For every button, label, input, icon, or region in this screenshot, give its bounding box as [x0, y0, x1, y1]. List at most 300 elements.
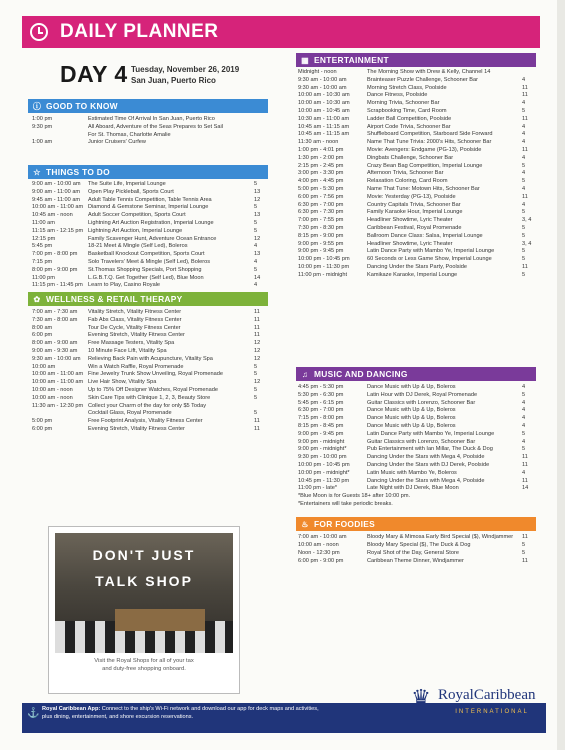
row-deck: 11 — [522, 461, 528, 468]
row-deck: 11 — [254, 316, 260, 323]
row-event: Guitar Classics with Lorenzo, Schooner Bar — [367, 399, 476, 406]
schedule-row — [298, 178, 536, 186]
music-notes — [296, 493, 536, 517]
star-icon: ☆ — [33, 167, 41, 177]
row-time: 8:00 am — [32, 324, 53, 331]
schedule-row — [32, 282, 268, 290]
row-time: 10:00 pm - 11:30 pm — [298, 263, 350, 270]
row-deck: 14 — [254, 274, 261, 281]
schedule-row — [298, 439, 536, 447]
row-event: Dancing Under the Stars with DJ Derek, Poolside — [367, 461, 490, 468]
row-time: 4:45 pm - 5:30 pm — [298, 384, 344, 390]
schedule-row — [32, 204, 268, 212]
row-time: 10:00 am - noon — [298, 541, 339, 548]
row-time: 12:15 pm — [32, 235, 56, 242]
right-column — [296, 53, 536, 565]
row-deck: 13 — [254, 188, 261, 195]
row-time: 10:00 am — [32, 363, 56, 370]
row-deck: 14 — [522, 485, 529, 492]
row-event: Movie: Avengers: Endgame (PG-13), Poolside — [367, 146, 482, 153]
schedule-row — [32, 395, 268, 403]
schedule-row — [32, 317, 268, 325]
row-event: 18-21 Meet & Mingle (Self Led), Boleros — [88, 243, 188, 250]
row-event: Collect your Charm of the day for only $5 Today — [88, 402, 207, 409]
row-event: Country Capitals Trivia, Schooner Bar — [367, 201, 461, 208]
row-event: Up to 75% Off Designer Watches, Royal Promenade — [88, 386, 218, 393]
row-deck: 11 — [522, 454, 528, 461]
row-event: Solo Travelers' Meet & Mingle (Self Led), Boleros — [88, 258, 211, 265]
row-deck: 12 — [254, 379, 261, 386]
row-event: Fine Jewelry Trunk Show Unveiling, Royal Promenade — [88, 371, 223, 378]
row-time: 11:00 pm — [32, 274, 55, 281]
row-time: 11:00 pm - midnight — [298, 271, 348, 278]
shops-ad — [48, 526, 240, 694]
row-event: Caribbean Festival, Royal Promenade — [367, 224, 462, 231]
row-time: 7:00 pm - 7:55 pm — [298, 217, 344, 224]
row-time: 10:00 am - 10:30 am — [298, 92, 350, 99]
schedule-row — [32, 418, 268, 426]
section-good-to-know — [28, 99, 268, 113]
schedule-row — [298, 108, 536, 116]
row-time: 6:00 pm - 9:00 pm — [298, 557, 344, 564]
row-deck: 11 — [522, 146, 528, 153]
row-time: 9:00 am - 10:00 am — [32, 181, 81, 187]
page-edge — [557, 0, 565, 750]
section-foodies — [296, 517, 536, 531]
row-time: 1:30 pm - 2:00 pm — [298, 154, 344, 161]
schedule-row — [298, 454, 536, 462]
row-deck: 12 — [254, 340, 261, 347]
schedule-row — [32, 139, 268, 147]
row-event: Adult Table Tennis Competition, Table Tennis Area — [88, 196, 212, 203]
row-deck: 4 — [522, 123, 526, 130]
row-time: 10:00 am - 11:00 am — [32, 204, 84, 211]
schedule-row — [298, 550, 536, 558]
row-time: 9:00 pm - midnight* — [298, 446, 347, 453]
row-deck: 5 — [254, 394, 258, 401]
schedule-row — [32, 356, 268, 364]
row-deck: 5 — [254, 371, 258, 378]
row-deck: 5 — [522, 271, 526, 278]
row-deck: 11 — [522, 534, 528, 541]
row-time: 1:00 am — [32, 139, 53, 146]
row-event: Dance Music with Up & Up, Boleros — [367, 384, 456, 390]
schedule-row — [298, 446, 536, 454]
row-time: 9:00 pm - midnight — [298, 438, 345, 445]
schedule-row — [298, 163, 536, 171]
row-time: 10:45 am - noon — [32, 212, 73, 219]
schedule-row — [298, 85, 536, 93]
row-deck: 4 — [522, 154, 526, 161]
schedule-row — [298, 241, 536, 249]
row-time: 7:15 pm — [32, 258, 53, 265]
schedule-row — [298, 423, 536, 431]
row-deck: 12 — [254, 355, 261, 362]
row-event: Latin Dance Party with Mambo Ye, Imperial Lounge — [367, 248, 495, 255]
row-deck: 11 — [522, 115, 528, 122]
row-deck: 4 — [522, 469, 526, 476]
row-deck: 11 — [254, 425, 260, 432]
row-time: 10:00 pm - 10:45 pm — [298, 461, 350, 468]
schedule-row — [298, 272, 536, 280]
schedule-row — [298, 77, 536, 85]
schedule-row — [32, 403, 268, 411]
row-deck: 5 — [254, 410, 258, 417]
row-event: Free Footprint Analysis, Vitality Fitness Center — [88, 418, 203, 425]
row-time: 9:00 pm - 9:55 pm — [298, 240, 344, 247]
schedule-row — [298, 194, 536, 202]
row-deck: 4 — [522, 170, 526, 177]
row-event: Vitality Stretch, Vitality Fitness Center — [88, 309, 182, 315]
row-event: Cocktail Glass, Royal Promenade — [88, 410, 172, 417]
schedule-row — [298, 407, 536, 415]
row-event: Estimated Time Of Arrival In San Juan, Puerto Rico — [88, 116, 215, 122]
footer-label: Royal Caribbean App: — [42, 706, 101, 712]
row-deck: 11 — [522, 92, 528, 99]
left-column — [28, 99, 268, 434]
schedule-row — [32, 309, 268, 317]
row-deck: 3, 4 — [522, 217, 532, 224]
row-time: 8:15 pm - 8:45 pm — [298, 422, 344, 429]
schedule-row — [32, 340, 268, 348]
location-text: San Juan, Puerto Rico — [131, 76, 216, 85]
section-wellness — [28, 292, 268, 306]
row-time: 8:15 pm - 9:00 pm — [298, 232, 344, 239]
row-event: Dancing Under the Stars with Mega 4, Poolside — [367, 477, 485, 484]
row-deck: 5 — [254, 204, 258, 211]
schedule-row — [298, 147, 536, 155]
row-deck: 5 — [522, 107, 526, 114]
row-time: 8:00 am - 9:00 am — [32, 340, 78, 347]
row-deck: 11 — [254, 418, 260, 425]
row-event: Tour De Cycle, Vitality Fitness Center — [88, 324, 181, 331]
row-event: Crazy Bean Bag Competition, Imperial Lounge — [367, 162, 483, 169]
row-event: Dingbats Challenge, Schooner Bar — [367, 154, 454, 161]
schedule-row — [298, 248, 536, 256]
row-time: 1:00 pm — [32, 116, 53, 122]
schedule-row — [32, 410, 268, 418]
info-icon: ⓘ — [32, 101, 42, 111]
row-deck: 11 — [522, 263, 528, 270]
row-deck — [254, 403, 268, 411]
row-event: Win a Watch Raffle, Royal Promenade — [88, 363, 184, 370]
row-time: 7:30 am - 8:00 am — [32, 316, 78, 323]
row-deck: 5 — [522, 430, 526, 437]
row-deck: 12 — [254, 235, 261, 242]
row-deck: 4 — [522, 139, 526, 146]
row-event: Dance Music with Up & Up, Boleros — [367, 415, 456, 422]
shop-counter — [115, 609, 205, 631]
row-time: 4:00 pm - 4:45 pm — [298, 178, 344, 185]
row-event: Pub Entertainment with Ian Millar, The Duck & Dog — [367, 446, 493, 453]
row-time: 6:00 pm — [32, 425, 53, 432]
schedule-row — [32, 181, 268, 189]
row-deck: 4 — [522, 201, 526, 208]
row-deck: 5 — [254, 227, 258, 234]
row-time: 11:15 pm - 11:45 pm — [32, 282, 83, 289]
row-time: 5:45 pm - 6:15 pm — [298, 399, 344, 406]
row-time: 5:00 pm - 5:30 pm — [298, 185, 344, 192]
row-deck: 5 — [254, 219, 258, 226]
row-event: Afternoon Trivia, Schooner Bar — [367, 170, 444, 177]
schedule-row — [298, 100, 536, 108]
row-time: 7:30 pm - 8:30 pm — [298, 224, 344, 231]
row-time: 10:00 am - noon — [32, 394, 73, 401]
row-time: 5:30 pm - 6:30 pm — [298, 391, 344, 398]
schedule-row — [298, 217, 536, 225]
row-time: 10:00 pm - 10:45 pm — [298, 256, 350, 263]
section-title: WELLNESS & RETAIL THERAPY — [46, 294, 183, 304]
row-time: 7:00 am - 10:00 am — [298, 534, 347, 541]
row-deck: 11 — [522, 84, 528, 91]
row-event: Morning Trivia, Schooner Bar — [367, 100, 440, 107]
row-deck: 5 — [522, 541, 526, 548]
schedule-row — [32, 348, 268, 356]
row-time: 10:00 am - 10:45 am — [298, 107, 350, 114]
row-time: 9:45 am - 11:00 am — [32, 196, 81, 203]
row-deck: 4 — [522, 399, 526, 406]
logo-tagline: INTERNATIONAL — [438, 707, 546, 717]
row-deck: 5 — [522, 209, 526, 216]
row-time: 10:00 am - 11:00 am — [32, 379, 84, 386]
section-title: THINGS TO DO — [46, 167, 110, 177]
schedule-row — [298, 202, 536, 210]
row-time: 9:30 am - 10:00 am — [32, 355, 81, 362]
row-event: Dance Music with Up & Up, Boleros — [367, 422, 456, 429]
row-event: Skin Care Tips with Clinique 1, 2, 3, Beauty Store — [88, 394, 211, 401]
crown-anchor-icon: ♛ — [411, 685, 431, 710]
schedule-row — [32, 371, 268, 379]
row-time: 10:45 am - 11:15 am — [298, 131, 350, 138]
row-deck: 11 — [254, 309, 260, 315]
row-time: 9:30 pm - 10:00 pm — [298, 454, 347, 461]
row-deck: 11 — [522, 557, 528, 564]
schedule-row — [298, 186, 536, 194]
row-event: Lightning Art Auction Registration, Imperial Lounge — [88, 219, 214, 226]
row-deck: 5 — [254, 363, 258, 370]
row-event: Relieving Back Pain with Acupuncture, Vitality Spa — [88, 355, 213, 362]
row-deck: 4 — [522, 76, 526, 83]
entertainment-list — [296, 67, 536, 367]
row-time: Midnight - noon — [298, 69, 337, 75]
row-event: Basketball Knockout Competition, Sports Court — [88, 251, 205, 258]
row-time: 10:00 am - noon — [32, 386, 73, 393]
row-time: 10:45 pm - 11:30 pm — [298, 477, 350, 484]
foodies-list — [296, 531, 536, 565]
footer-body: Connect to the ship's Wi-Fi network and download our app for deck maps and activities, plus dining, entertainment, and shore excursion reservations. — [42, 706, 319, 720]
ad-caption-line: Visit the Royal Shops for all of your tax — [94, 658, 194, 664]
schedule-row — [298, 400, 536, 408]
row-event: Live Hair Show, Vitality Spa — [88, 379, 157, 386]
schedule-row — [298, 225, 536, 233]
row-time — [32, 410, 88, 418]
row-time: 6:00 pm — [32, 332, 53, 339]
row-event: Evening Stretch, Vitality Fitness Center — [88, 332, 185, 339]
schedule-row — [32, 236, 268, 244]
row-event: L.G.B.T.Q. Get Together (Self Led), Blue Moon — [88, 274, 204, 281]
schedule-row — [32, 251, 268, 259]
row-event: Airport Code Trivia, Schooner Bar — [367, 123, 451, 130]
row-deck: 11 — [254, 332, 260, 339]
row-event: Ballroom Dance Class: Salsa, Imperial Lounge — [367, 232, 483, 239]
row-event: 10 Minute Face Lift, Vitality Spa — [88, 347, 167, 354]
row-event: Scrapbooking Time, Card Room — [367, 107, 447, 114]
row-time: Noon - 12:30 pm — [298, 549, 340, 556]
schedule-row — [32, 426, 268, 434]
row-event: Late Night with DJ Derek, Blue Moon — [367, 485, 459, 492]
schedule-row — [298, 478, 536, 486]
row-event: Dancing Under the Stars with Mega 4, Poolside — [367, 454, 485, 461]
row-event: Dance Fitness, Poolside — [367, 92, 428, 99]
schedule-row — [32, 259, 268, 267]
footer-text — [42, 706, 327, 721]
row-event: The Morning Show with Drew & Kelly, Channel 14 — [367, 69, 491, 75]
row-deck: 13 — [254, 251, 261, 258]
row-event: Shuffleboard Competition, Starboard Side Forward — [367, 131, 493, 138]
schedule-row — [298, 256, 536, 264]
row-time: 8:00 pm - 9:00 pm — [32, 266, 78, 273]
clock-icon — [30, 23, 48, 41]
row-time: 9:30 pm — [32, 123, 53, 130]
row-time: 10:45 am - 11:15 am — [298, 123, 350, 130]
ad-photo — [55, 533, 233, 653]
ad-headline-2: TALK SHOP — [95, 573, 193, 589]
row-time: 11:30 am - noon — [298, 139, 339, 146]
schedule-row — [32, 243, 268, 251]
row-time: 10:00 am - 10:30 am — [298, 100, 350, 107]
row-deck: 4 — [522, 384, 526, 390]
row-deck: 4 — [522, 407, 526, 414]
schedule-row — [298, 558, 536, 566]
schedule-row — [32, 387, 268, 395]
row-event: Free Massage Testers, Vitality Spa — [88, 340, 175, 347]
row-time: 11:15 am - 12:15 pm — [32, 227, 84, 234]
row-time: 11:00 pm - late* — [298, 485, 338, 492]
schedule-row — [32, 189, 268, 197]
row-deck: 5 — [522, 256, 526, 263]
schedule-row — [298, 392, 536, 400]
row-deck: 4 — [522, 438, 526, 445]
row-deck: 5 — [522, 178, 526, 185]
row-deck: 12 — [254, 196, 261, 203]
row-time: 9:30 am - 10:00 am — [298, 76, 347, 83]
row-deck: 5 — [254, 266, 258, 273]
row-deck: 4 — [522, 422, 526, 429]
schedule-row — [298, 139, 536, 147]
schedule-row — [298, 415, 536, 423]
row-event: Evening Stretch, Vitality Fitness Center — [88, 425, 185, 432]
row-event: Lightning Art Auction, Imperial Lounge — [88, 227, 183, 234]
row-deck: 4 — [522, 185, 526, 192]
row-event: Latin Music with Mambo Ye, Boleros — [367, 469, 457, 476]
row-deck: 4 — [254, 258, 258, 265]
row-deck: 5 — [522, 549, 526, 556]
schedule-row — [32, 197, 268, 205]
row-event: Latin Hour with DJ Derek, Royal Promenade — [367, 391, 478, 398]
schedule-row — [32, 220, 268, 228]
row-event: Junior Cruisers' Curfew — [88, 139, 146, 146]
row-time: 6:30 pm - 7:30 pm — [298, 209, 344, 216]
row-event: Open Play Pickleball, Sports Court — [88, 188, 174, 195]
row-deck: 5 — [522, 224, 526, 231]
row-deck: 5 — [522, 162, 526, 169]
row-time: 10:00 am - 11:00 am — [32, 371, 84, 378]
row-time: 9:30 am - 10:00 am — [298, 84, 347, 91]
schedule-row — [298, 233, 536, 241]
row-time: 5:00 pm — [32, 418, 53, 425]
schedule-row — [32, 228, 268, 236]
row-time: 7:15 pm - 8:00 pm — [298, 415, 344, 422]
ticket-icon: ▦ — [301, 55, 309, 65]
schedule-row — [298, 264, 536, 272]
row-event: Guitar Classics with Lorenzo, Schooner Bar — [367, 438, 476, 445]
row-event: Dancing Under the Stars Party, Poolside — [367, 263, 468, 270]
row-deck: 4 — [522, 131, 526, 138]
anchor-icon: ⚓ — [27, 708, 40, 719]
row-event: Brainteaser Puzzle Challenge, Schooner Bar — [367, 76, 479, 83]
schedule-row — [298, 431, 536, 439]
row-event: Movie: Yesterday (PG-13), Poolside — [367, 193, 456, 200]
row-deck: 12 — [254, 347, 261, 354]
row-deck: 5 — [522, 391, 526, 398]
row-time: 5:45 pm — [32, 243, 53, 250]
brand-logo — [408, 679, 550, 737]
schedule-row — [298, 534, 536, 542]
row-event: Name That Tune Trivia: 2000's Hits, Schooner Bar — [367, 139, 492, 146]
row-deck: 4 — [254, 282, 258, 289]
row-event: St.Thomas Shopping Specials, Port Shopping — [88, 266, 202, 273]
schedule-row — [298, 485, 536, 493]
row-event: Royal Shot of the Day, General Store — [367, 549, 459, 556]
row-deck: 11 — [254, 324, 260, 331]
schedule-row — [32, 116, 268, 124]
row-event: Caribbean Theme Dinner, Windjammer — [367, 557, 464, 564]
schedule-row — [298, 116, 536, 124]
schedule-row — [298, 131, 536, 139]
schedule-row — [298, 92, 536, 100]
row-event: Bloody Mary & Mimosa Early Bird Special ($), Windjammer — [367, 534, 514, 541]
schedule-row — [32, 124, 268, 132]
row-time: 6:00 pm - 7:56 pm — [298, 193, 344, 200]
schedule-row — [298, 69, 536, 77]
row-event: Diamond & Gemstone Seminar, Imperial Lounge — [88, 204, 209, 211]
row-event: Latin Dance Party with Mambo Ye, Imperial Lounge — [367, 430, 495, 437]
schedule-row — [32, 364, 268, 372]
row-time: 6:30 pm - 7:00 pm — [298, 407, 344, 414]
row-event: Morning Stretch Class, Poolside — [367, 84, 447, 91]
row-deck: 4 — [522, 415, 526, 422]
row-event: 60 Seconds or Less Game Show, Imperial Lounge — [367, 256, 492, 263]
music-list — [296, 381, 536, 493]
date-block — [131, 64, 239, 86]
row-deck: 11 — [522, 193, 528, 200]
date-text: Tuesday, November 26, 2019 — [131, 65, 240, 74]
row-time: 2:15 pm - 2:45 pm — [298, 162, 344, 169]
schedule-row — [298, 384, 536, 392]
row-event: Ladder Ball Competition, Poolside — [367, 115, 452, 122]
row-deck: 4 — [522, 100, 526, 107]
row-time: 6:30 pm - 7:00 pm — [298, 201, 344, 208]
things-to-do-list — [28, 179, 268, 292]
logo-name: RoyalCaribbean — [438, 687, 536, 703]
row-deck: 5 — [254, 386, 258, 393]
day-number: DAY 4 — [60, 61, 128, 87]
row-event: Dance Music with Up & Up, Boleros — [367, 407, 456, 414]
section-title: FOR FOODIES — [314, 519, 375, 530]
schedule-row — [298, 124, 536, 132]
row-deck: 5 — [254, 181, 258, 187]
section-title: MUSIC AND DANCING — [314, 369, 408, 379]
